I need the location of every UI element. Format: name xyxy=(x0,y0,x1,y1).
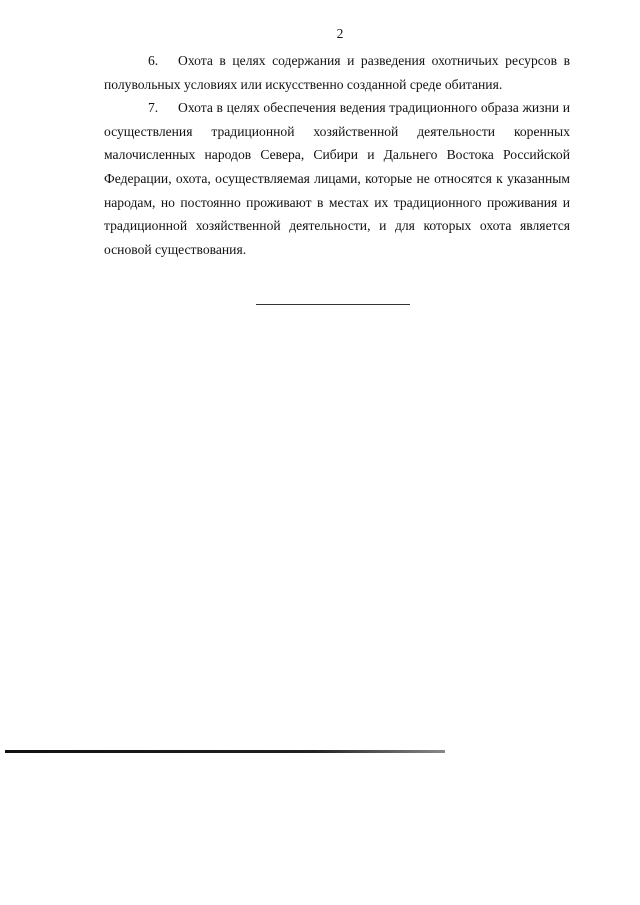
end-separator-line xyxy=(256,304,410,305)
page-number: 2 xyxy=(336,26,344,41)
paragraph-6 xyxy=(104,49,570,96)
scan-artifact-line xyxy=(5,750,445,753)
paragraph-number: 7. xyxy=(148,100,159,116)
paragraph-number: 6. xyxy=(148,53,159,68)
paragraph-text: Охота в целях обеспечения ведения традиционного образа жизни и осуществления традиционной хозяйственной деятельности коренных малочисленных народов Севера, Сибири и Дальнего Востока Российской Федерации, охота, осуществляемая лицами, которые не относятся к указанным народам, но постоянно проживают в местах их традиционного проживания и традиционной хозяйственной деятельности, и для которых охота является основой существования. xyxy=(104,100,570,257)
paragraph-text: Охота в целях содержания и разведения охотничьих ресурсов в полувольных условиях или искусственно созданной среде обитания. xyxy=(104,53,570,92)
paragraph-7 xyxy=(104,96,570,261)
document-body xyxy=(104,49,570,261)
